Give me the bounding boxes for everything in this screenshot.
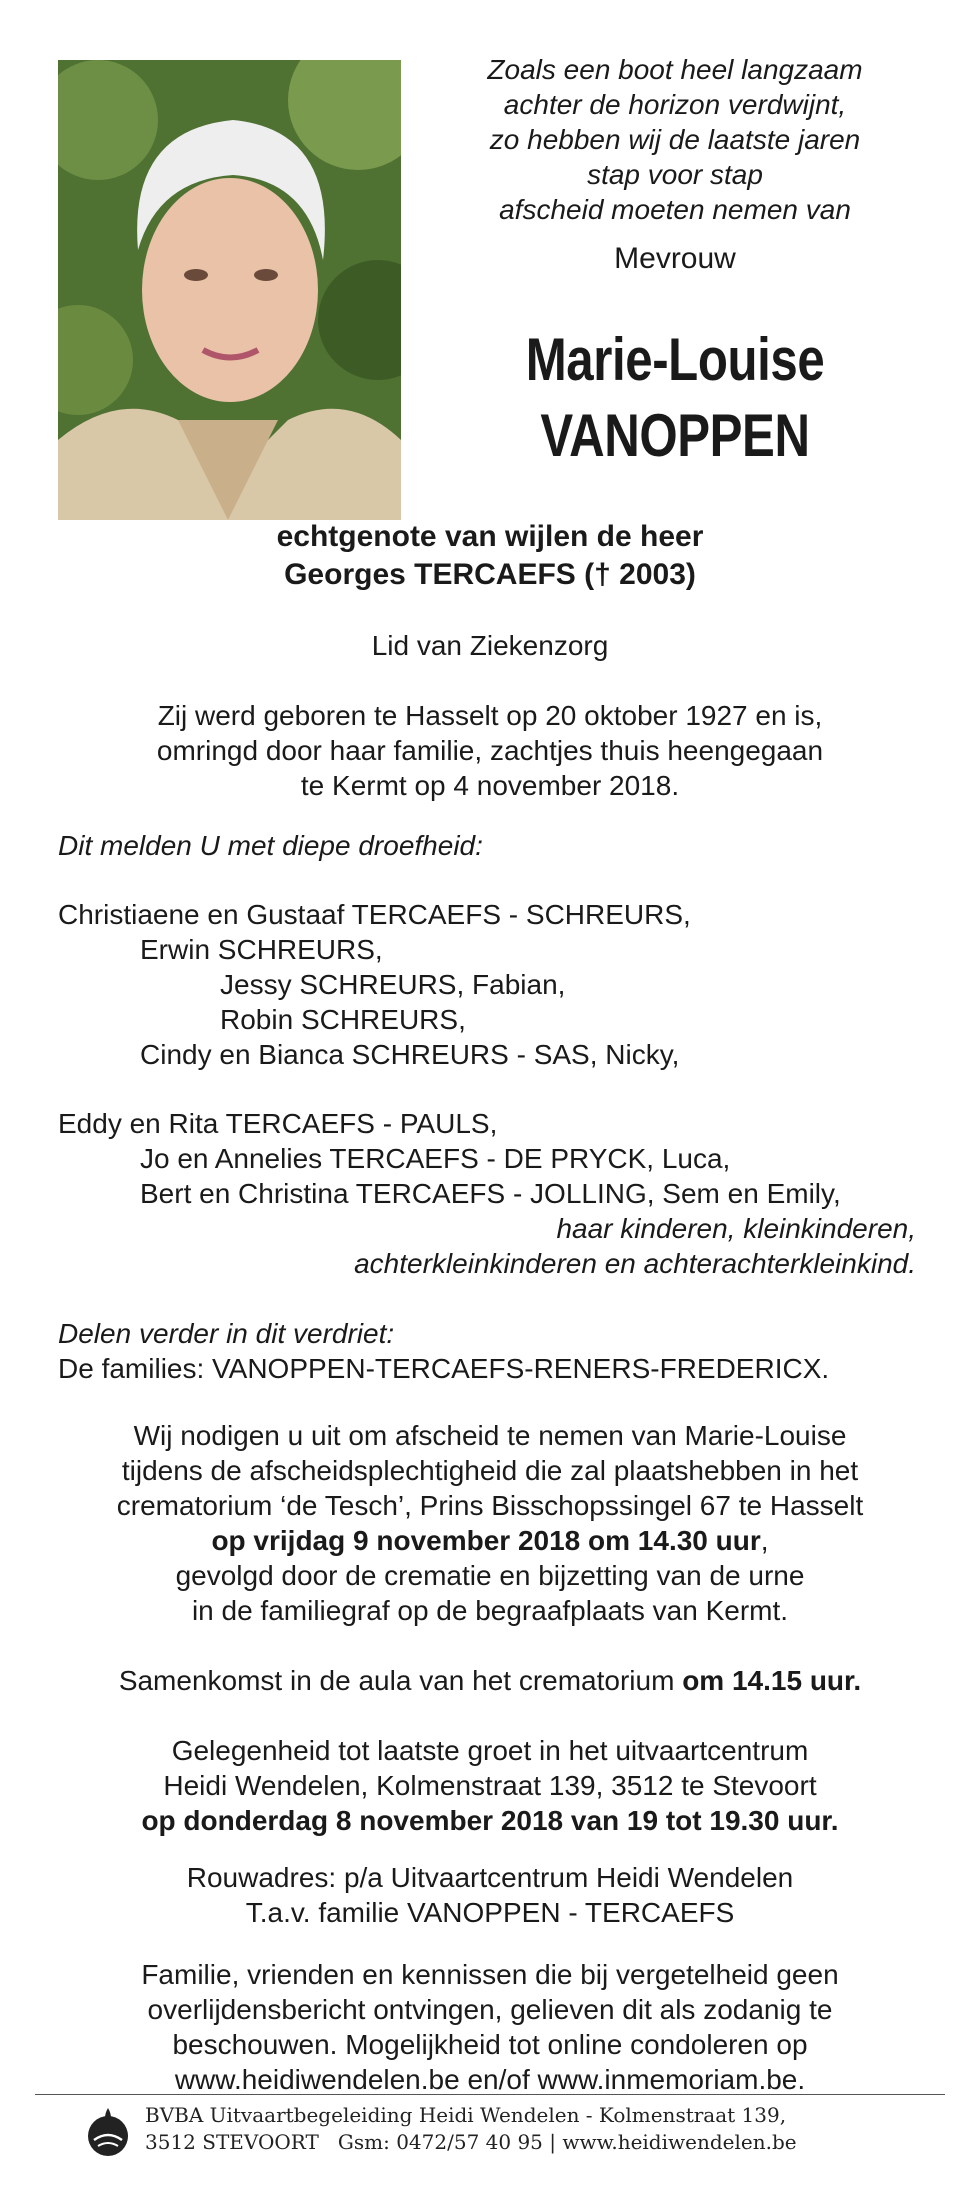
text-line: omringd door haar familie, zachtjes thuis heengegaan	[156, 735, 824, 766]
families-line: De families: VANOPPEN-TERCAEFS-RENERS-FREDERICX.	[58, 1353, 830, 1384]
deceased-name	[474, 322, 876, 474]
birth-death-text	[0, 698, 980, 803]
text-line: Familie, vrienden en kennissen die bij vergetelheid geen	[141, 1959, 839, 1990]
text-line: beschouwen. Mogelijkheid tot online condoleren op	[172, 2029, 808, 2060]
salutation: Mevrouw	[614, 242, 736, 275]
share-heading: Delen verder in dit verdriet:	[58, 1318, 395, 1349]
footer-text	[145, 2102, 797, 2156]
text-line: tijdens de afscheidsplechtigheid die zal plaatshebben in het	[121, 1455, 859, 1486]
text-line: Wij nodigen u uit om afscheid te nemen van Marie-Louise	[133, 1420, 847, 1451]
gathering-text: Samenkomst in de aula van het crematorium	[118, 1665, 683, 1696]
text-line: in de familiegraf op de begraafplaats van Kermt.	[191, 1595, 789, 1626]
closing-text	[0, 1957, 980, 2097]
text-line: Gelegenheid tot laatste groet in het uitvaartcentrum	[171, 1735, 809, 1766]
text-line: T.a.v. familie VANOPPEN - TERCAEFS	[245, 1897, 735, 1928]
viewing-date: op donderdag 8 november 2018 van 19 tot 19.30 uur.	[141, 1805, 839, 1836]
membership: Lid van Ziekenzorg	[371, 630, 609, 661]
poem-line: achter de horizon verdwijnt,	[503, 89, 847, 120]
poem	[430, 52, 920, 227]
poem-line: zo hebben wij de laatste jaren	[489, 124, 861, 155]
text-line: te Kermt op 4 november 2018.	[300, 770, 680, 801]
ceremony-date-line	[0, 1523, 980, 1558]
first-name: Marie-Louise	[525, 326, 825, 393]
poem-line: Zoals een boot heel langzaam	[487, 54, 863, 85]
text-line: Heidi Wendelen, Kolmenstraat 139, 3512 te Stevoort	[163, 1770, 817, 1801]
family-line: Eddy en Rita TERCAEFS - PAULS,	[58, 1108, 498, 1139]
text-line: overlijdensbericht ontvingen, gelieven dit als zodanig te	[147, 1994, 833, 2025]
family-line: Jo en Annelies TERCAEFS - DE PRYCK, Luca,	[140, 1143, 731, 1174]
footer-divider	[35, 2094, 945, 2095]
text-line: crematorium ‘de Tesch’, Prins Bisschopssingel 67 te Hasselt	[116, 1490, 864, 1521]
viewing	[0, 1733, 980, 1838]
spouse-line: echtgenote van wijlen de heer	[276, 520, 704, 553]
family-line: Erwin SCHREURS,	[140, 934, 383, 965]
relation-line: achterkleinkinderen en achterachterkleinkind.	[354, 1248, 916, 1279]
spouse-info	[0, 518, 980, 594]
funeral-home-logo	[86, 2104, 130, 2158]
ceremony-date: op vrijdag 9 november 2018 om 14.30 uur	[211, 1525, 761, 1556]
text-line: Rouwadres: p/a Uitvaartcentrum Heidi Wendelen	[186, 1862, 794, 1893]
spouse-line: Georges TERCAEFS († 2003)	[284, 558, 696, 591]
family-line: Robin SCHREURS,	[220, 1004, 466, 1035]
portrait-photo	[58, 60, 401, 520]
gathering-time: om 14.15 uur.	[682, 1665, 862, 1696]
text-line: www.heidiwendelen.be en/of www.inmemoriam.be.	[174, 2064, 806, 2095]
punctuation: ,	[760, 1525, 769, 1556]
text-line: Zij werd geboren te Hasselt op 20 oktober 1927 en is,	[157, 700, 823, 731]
poem-line: afscheid moeten nemen van	[499, 194, 851, 225]
text-line: gevolgd door de crematie en bijzetting van de urne	[175, 1560, 805, 1591]
family-line: Bert en Christina TERCAEFS - JOLLING, Sem en Emily,	[140, 1178, 841, 1209]
family-line: Jessy SCHREURS, Fabian,	[220, 969, 566, 1000]
family-line: Christiaene en Gustaaf TERCAEFS - SCHREURS,	[58, 899, 691, 930]
invitation	[0, 1418, 980, 1628]
gathering-line	[0, 1663, 980, 1698]
footer-line: 3512 STEVOORT Gsm: 0472/57 40 95 | www.heidiwendelen.be	[145, 2130, 797, 2154]
poem-line: stap voor stap	[587, 159, 763, 190]
family-line: Cindy en Bianca SCHREURS - SAS, Nicky,	[140, 1039, 680, 1070]
mourning-address	[0, 1860, 980, 1930]
relation-line: haar kinderen, kleinkinderen,	[556, 1213, 916, 1244]
announce-heading: Dit melden U met diepe droefheid:	[58, 830, 483, 861]
footer-line: BVBA Uitvaartbegeleiding Heidi Wendelen - Kolmenstraat 139,	[145, 2103, 787, 2127]
viewing-date-line	[0, 1803, 980, 1838]
last-name: VANOPPEN	[540, 402, 810, 469]
